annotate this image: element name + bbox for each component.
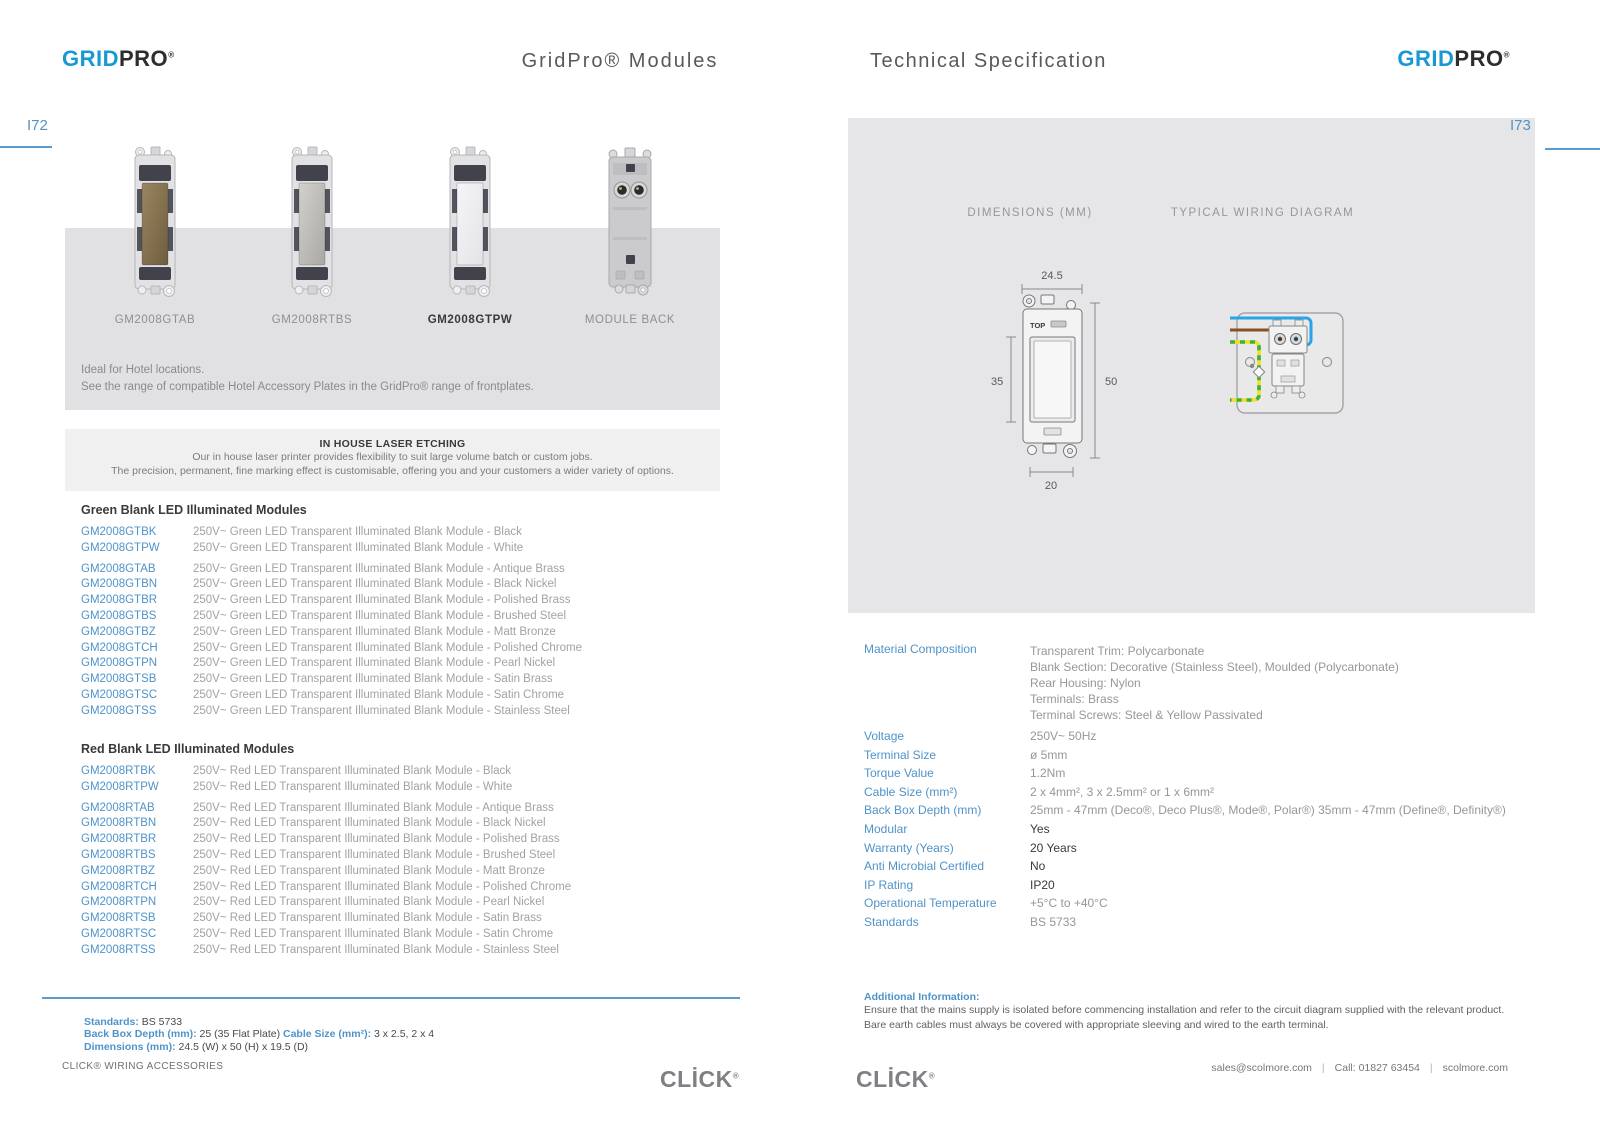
red-modules-list [81,764,571,959]
spec-row [864,786,1544,799]
module-outline [1023,295,1082,458]
right-page-title: Technical Specification [870,50,1107,72]
module-code: GM2008GTBN [81,578,158,591]
spec-label: Terminal Size [864,747,937,762]
module-description: 250V~ Red LED Transparent Illuminated Blank Module - White [193,780,513,793]
module-row [81,911,571,927]
spec-value: 20 Years [1030,840,1077,855]
module-row [81,625,582,641]
module-description: 250V~ Green LED Transparent Illuminated Blank Module - Black [193,526,522,538]
left-footer-text: CLICK® WIRING ACCESSORIES [62,1061,224,1072]
laser-etching-line1: Our in house laser printer provides flexibility to suit large volume batch or custom jobs. [192,451,593,463]
module-row [81,764,571,780]
green-modules-title: Green Blank LED Illuminated Modules [81,503,307,517]
spec-value: Yes [1030,821,1050,836]
module-description: 250V~ Red LED Transparent Illuminated Blank Module - Satin Brass [193,912,542,925]
hotel-note [81,362,534,395]
module-row [81,593,582,609]
product-module-back [560,145,700,326]
module-row [81,525,582,541]
footnote-line [84,1041,434,1053]
click-logo-left [660,1066,739,1093]
module-code: GM2008GTBR [81,594,158,607]
dim-width-label: 24.5 [1041,270,1063,282]
module-row [81,880,571,896]
module-code: GM2008GTPW [81,541,160,554]
product-label: GM2008GTPW [427,314,513,326]
module-row [81,562,582,578]
spec-value-line: Terminals: Brass [1030,692,1119,706]
spec-label: Anti Microbial Certified [864,859,985,874]
module-row [81,704,582,720]
product-label: GM2008RTBS [271,314,353,326]
gridpro-logo-grid: GRID [1397,46,1455,71]
spec-value-line: Terminal Screws: Steel & Yellow Passivated [1030,708,1263,722]
module-description: 250V~ Green LED Transparent Illuminated Blank Module - Satin Brass [193,673,553,686]
spec-label: IP Rating [864,877,914,892]
module-code: GM2008GTPN [81,657,158,670]
dim-top-label: TOP [1030,321,1046,330]
footnote-value: 3 x 2.5, 2 x 4 [371,1028,435,1041]
spec-label: Standards [864,914,919,929]
spec-row [864,730,1544,743]
module-row [81,577,582,593]
module-row [81,609,582,625]
footnote-value: 25 (35 Flat Plate) [196,1028,283,1041]
module-description: 250V~ Red LED Transparent Illuminated Blank Module - Black Nickel [193,817,546,830]
spec-row [864,897,1544,910]
module-code: GM2008GTSB [81,673,157,686]
module-description: 250V~ Red LED Transparent Illuminated Blank Module - Black [193,765,512,777]
product-label: GM2008GTAB [114,314,196,326]
module-code: GM2008RTPN [81,896,157,909]
module-description: 250V~ Green LED Transparent Illuminated Blank Module - Polished Brass [193,594,571,607]
spec-label: Cable Size (mm²) [864,784,958,799]
click-logo-text: CLİCK [856,1066,929,1092]
module-code: GM2008RTCH [81,880,157,893]
dim-rocker-height-label: 35 [991,376,1004,388]
additional-info-line2: Bare earth cables must always be covered with appropriate sleeving and wired to the earth terminal. [864,1018,1329,1031]
module-description: 250V~ Red LED Transparent Illuminated Blank Module - Polished Chrome [193,880,572,893]
module-code: GM2008GTSC [81,688,158,701]
module-row [81,895,571,911]
spec-value: +5°C to +40°C [1030,896,1108,911]
dimensions-title: DIMENSIONS (MM) [967,207,1093,219]
red-modules-title: Red Blank LED Illuminated Modules [81,742,295,756]
module-row [81,943,571,959]
module-row [81,656,582,672]
spec-row [864,643,1544,723]
left-page-number: I72 [27,117,48,134]
module-description: 250V~ Green LED Transparent Illuminated Blank Module - Polished Chrome [193,641,582,654]
module-row [81,801,571,817]
left-separator-rule [42,997,740,999]
click-logo-text: CLİCK [660,1066,733,1092]
spec-row [864,842,1544,855]
module-description: 250V~ Red LED Transparent Illuminated Blank Module - Matt Bronze [193,864,545,877]
spec-value: ø 5mm [1030,747,1068,762]
spec-value: 250V~ 50Hz [1030,729,1097,743]
spec-label: Torque Value [864,766,934,781]
dim-bottom-width-label: 20 [1044,480,1058,492]
contact-website: scolmore.com [1442,1062,1508,1074]
module-row [81,832,571,848]
registered-mark: ® [732,1071,740,1081]
module-row [81,541,582,557]
hotel-note-line2: See the range of compatible Hotel Accessory Plates in the GridPro® range of frontplates. [81,380,534,393]
product-gm2008gtab [85,145,225,326]
footnote-label: Standards: [84,1016,139,1028]
spec-value-line: Transparent Trim: Polycarbonate [1030,644,1205,658]
module-code: GM2008GTBK [81,526,157,538]
module-code: GM2008RTBK [81,765,156,777]
module-description: 250V~ Green LED Transparent Illuminated Blank Module - Antique Brass [193,562,565,575]
separator: | [1429,1062,1433,1074]
gridpro-logo-right [1375,46,1510,72]
module-row [81,688,582,704]
left-footnotes [84,1016,434,1053]
module-code: GM2008RTBN [81,817,157,830]
spec-table [864,643,1544,935]
spec-value: IP20 [1030,877,1055,892]
spec-row [864,823,1544,836]
footnote-line [84,1028,434,1040]
hotel-note-line1: Ideal for Hotel locations. [81,364,205,376]
additional-info-line1: Ensure that the mains supply is isolated before commencing installation and refer to the circuit diagram supplied with the relevant product. [864,1004,1505,1016]
module-code: GM2008RTBZ [81,864,155,877]
wired-module [1269,320,1307,398]
module-code: GM2008RTBS [81,848,156,861]
module-row [81,641,582,657]
spec-value: 1.2Nm [1030,766,1066,781]
module-row [81,672,582,688]
spec-value-line: Blank Section: Decorative (Stainless Steel), Moulded (Polycarbonate) [1030,660,1399,674]
footnote-value: BS 5733 [138,1016,183,1028]
module-row [81,780,571,796]
registered-mark: ® [1503,50,1510,60]
module-code: GM2008RTPW [81,780,159,793]
spec-label: Material Composition [864,642,977,656]
footnote-line [84,1016,434,1028]
module-code: GM2008GTBZ [81,625,156,638]
spec-row [864,879,1544,892]
spec-label: Back Box Depth (mm) [864,803,982,818]
spec-label: Warranty (Years) [864,840,954,855]
spec-row [864,804,1544,817]
module-description: 250V~ Green LED Transparent Illuminated Blank Module - Black Nickel [193,578,557,591]
separator: | [1321,1062,1325,1074]
spec-value: 25mm - 47mm (Deco®, Deco Plus®, Mode®, Polar®) 35mm - 47mm (Define®, Definity®) [1030,803,1506,818]
module-description: 250V~ Red LED Transparent Illuminated Blank Module - Antique Brass [193,801,554,814]
right-page-number: I73 [1510,117,1531,134]
module-code: GM2008RTSB [81,912,156,925]
module-code: GM2008GTAB [81,562,156,575]
module-description: 250V~ Red LED Transparent Illuminated Blank Module - Pearl Nickel [193,896,545,909]
gridpro-logo-pro: PRO [1454,46,1504,71]
green-modules-list [81,525,582,720]
registered-mark: ® [928,1071,936,1081]
spec-value: BS 5733 [1030,914,1077,929]
contact-footer [1211,1062,1508,1074]
footnote-label: Cable Size (mm²): [282,1028,372,1041]
laser-etching-line2: The precision, permanent, fine marking effect is customisable, offering you and your customers a wider variety of options. [111,465,674,478]
product-gm2008gtpw [400,145,540,326]
module-code: GM2008GTCH [81,641,158,654]
product-gm2008rtbs [242,145,382,326]
contact-phone: Call: 01827 63454 [1334,1062,1420,1074]
product-row [0,145,800,330]
module-row [81,816,571,832]
registered-mark: ® [168,50,175,60]
dim-height-label: 50 [1105,376,1118,388]
module-code: GM2008GTBS [81,609,157,622]
module-description: 250V~ Red LED Transparent Illuminated Blank Module - Satin Chrome [193,927,554,940]
spec-label: Modular [864,821,908,836]
wiring-title: TYPICAL WIRING DIAGRAM [1170,207,1355,219]
footnote-label: Back Box Depth (mm): [84,1028,197,1041]
module-row [81,848,571,864]
left-page-title: GridPro® Modules [521,50,719,72]
dimensions-diagram [975,265,1125,500]
spec-value-line: Rear Housing: Nylon [1030,676,1141,690]
module-description: 250V~ Green LED Transparent Illuminated Blank Module - Satin Chrome [193,688,565,701]
module-description: 250V~ Green LED Transparent Illuminated Blank Module - White [193,541,524,554]
module-description: 250V~ Red LED Transparent Illuminated Blank Module - Stainless Steel [193,943,559,956]
wiring-diagram [1160,290,1420,465]
spec-row [864,749,1544,762]
module-description: 250V~ Green LED Transparent Illuminated Blank Module - Stainless Steel [193,704,570,717]
spec-label: Operational Temperature [864,896,997,911]
module-code: GM2008GTSS [81,704,157,717]
footnote-label: Dimensions (mm): [84,1040,176,1053]
gridpro-logo-pro: PRO [119,46,169,71]
spec-label: Voltage [864,729,905,743]
spec-value: No [1030,859,1046,874]
spec-row [864,916,1544,929]
gridpro-logo [62,46,175,72]
module-row [81,864,571,880]
spec-row [864,767,1544,780]
spec-value: 2 x 4mm², 3 x 2.5mm² or 1 x 6mm² [1030,784,1215,799]
additional-info [864,991,1524,1032]
module-row [81,927,571,943]
module-code: GM2008RTAB [81,801,155,814]
footnote-value: 24.5 (W) x 50 (H) x 19.5 (D) [175,1040,309,1053]
contact-email: sales@scolmore.com [1211,1062,1312,1074]
click-logo-right [856,1066,935,1093]
spec-value [1030,643,1399,723]
module-description: 250V~ Green LED Transparent Illuminated Blank Module - Matt Bronze [193,625,556,638]
laser-etching-box [65,429,720,491]
additional-info-title: Additional Information: [864,991,980,1003]
gridpro-logo-grid: GRID [62,46,119,71]
module-description: 250V~ Green LED Transparent Illuminated Blank Module - Brushed Steel [193,609,567,622]
laser-etching-title: IN HOUSE LASER ETCHING [319,438,466,450]
module-code: GM2008RTSS [81,943,156,956]
module-description: 250V~ Red LED Transparent Illuminated Blank Module - Polished Brass [193,833,560,846]
right-page-rule [1545,148,1600,150]
product-label: MODULE BACK [584,314,676,326]
module-description: 250V~ Green LED Transparent Illuminated Blank Module - Pearl Nickel [193,657,556,670]
spec-row [864,860,1544,873]
module-code: GM2008RTBR [81,833,157,846]
module-code: GM2008RTSC [81,927,157,940]
module-description: 250V~ Red LED Transparent Illuminated Blank Module - Brushed Steel [193,848,556,861]
